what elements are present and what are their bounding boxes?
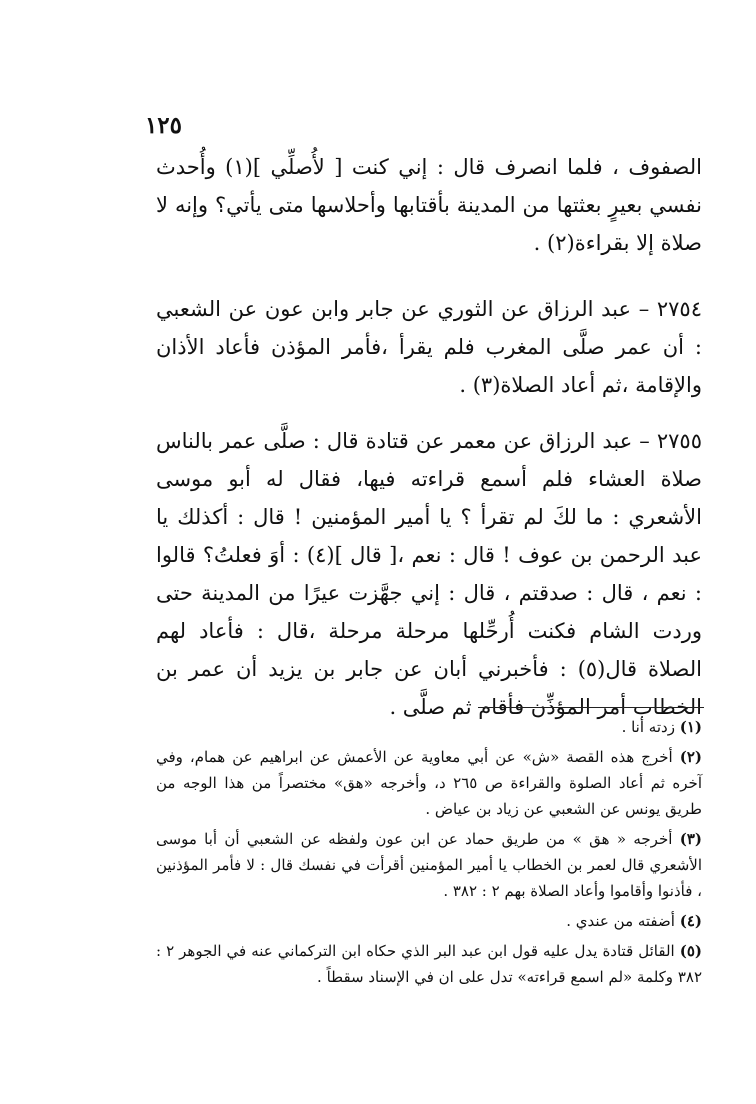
footnote-text: أضفته من عندي .: [566, 912, 675, 930]
page-number: ١٢٥: [144, 112, 182, 139]
footnote-divider: [478, 707, 704, 708]
footnote: [156, 744, 702, 822]
footnote-number: (٢): [679, 748, 702, 766]
paragraph-text: ٢٧٥٥ – عبد الرزاق عن معمر عن قتادة قال : صلَّى عمر بالناس صلاة العشاء فلم أسمع قراءته فيها، فقال له أبو موسى الأشعري : ما لكَ لم تقرأ ؟ يا أمير المؤمنين ! قال : أكذلك يا عبد الرحمن بن عوف ! قال : نعم ،[ قال ](٤) : أوَ فعلتُ؟ قالوا : نعم ، قال : صدقتم ، قال : إني جهَّزت عيرًا من المدينة حتى وردت الشام فكنت أُرحِّلها مرحلة مرحلة ،قال : فأعاد لهم الصلاة قال(٥) : فأخبرني أبان عن جابر بن يزيد أن عمر بن الخطاب أمر المؤذِّن فأقام ثم صلَّى .: [156, 429, 702, 719]
hadith-2754: [156, 290, 702, 404]
paragraph-text: الصفوف ، فلما انصرف قال : إني كنت [ لأُصلِّي ](١) وأُحدث نفسي بعيرٍ بعثتها من المدينة بأقتابها وأحلاسها متى يأتي؟ وإنه لا صلاة إلا بقراءة(٢) .: [156, 155, 702, 255]
footnote-number: (٥): [679, 942, 702, 960]
footnote: [156, 714, 702, 740]
footnote-text: القائل قتادة يدل عليه قول ابن عبد البر الذي حكاه ابن التركماني عنه في الجوهر ٢ : ٣٨٢ وكلمة «لم اسمع قراءته» تدل على ان في الإسناد سقطاً .: [156, 942, 702, 986]
footnote-number: (١): [679, 718, 702, 736]
footnotes: [156, 714, 702, 994]
footnote: [156, 908, 702, 934]
paragraph-text: ٢٧٥٤ – عبد الرزاق عن الثوري عن جابر وابن عون عن الشعبي : أن عمر صلَّى المغرب فلم يقرأ ،فأمر المؤذن فأعاد الأذان والإقامة ،ثم أعاد الصلاة(٣) .: [156, 297, 702, 397]
footnote-number: (٣): [679, 830, 702, 848]
hadith-2755: [156, 422, 702, 726]
footnote-text: أخرج هذه القصة «ش» عن أبي معاوية عن الأعمش عن ابراهيم عن همام، وفي آخره ثم أعاد الصلوة والقراءة ص ٢٦٥ د، وأخرجه «هق» مختصراً من هذا الوجه من طريق يونس عن الشعبي عن زياد بن عياض .: [156, 748, 702, 818]
hadith-paragraph: [156, 148, 702, 262]
footnote: [156, 938, 702, 990]
footnote-text: زدته أنا .: [621, 718, 675, 736]
footnote: [156, 826, 702, 904]
footnote-number: (٤): [679, 912, 702, 930]
footnote-text: أخرجه « هق » من طريق حماد عن ابن عون ولفظه عن الشعبي أن أبا موسى الأشعري قال لعمر بن الخطاب يا أمير المؤمنين أقرأت في نفسك قال : لا فأمر المؤذنين ، فأذنوا وأقاموا وأعاد الصلاة بهم ٢ : ٣٨٢ .: [156, 830, 702, 900]
